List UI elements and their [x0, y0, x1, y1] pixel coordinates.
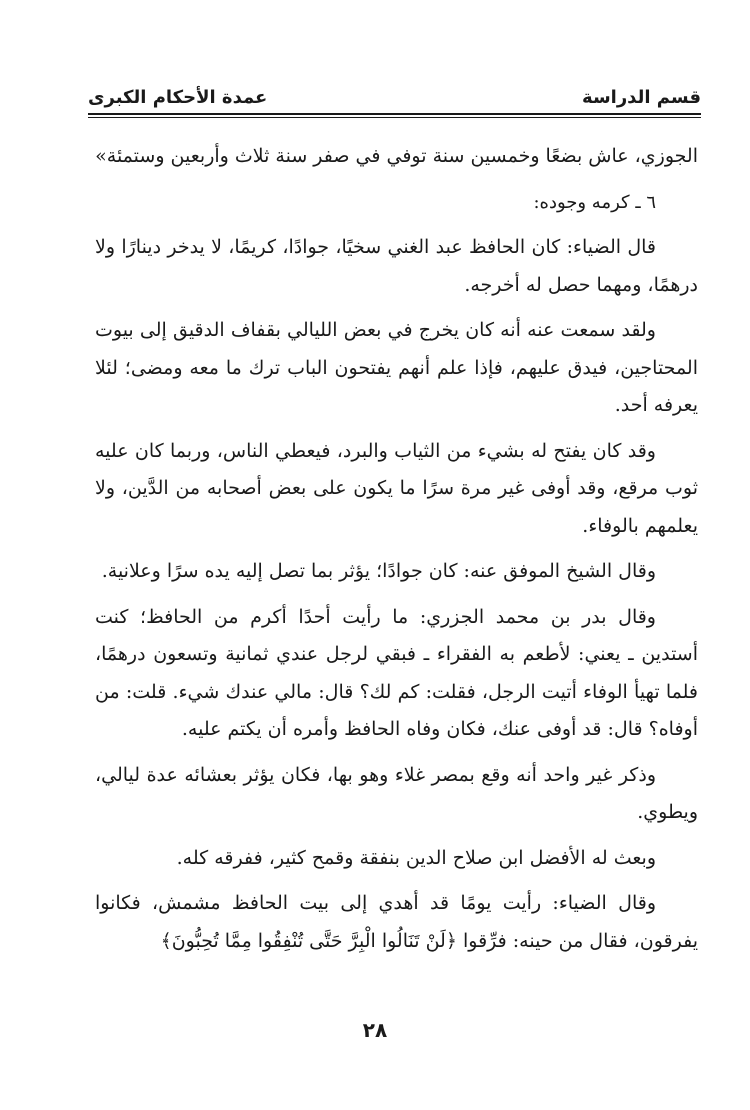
paragraph: وقال بدر بن محمد الجزري: ما رأيت أحدًا أكرم من الحافظ؛ كنت أستدين ـ يعني: لأطعم به الفقراء ـ فبقي لرجل عندي ثمانية وتسعون درهمًا، فلما تهيأ الوفاء أتيت الرجل، فقلت: كم لك؟ قال: مالي عندك شيء. قلت: من أوفاه؟ قال: قد أوفى عنك، فكان وفاه الحافظ وأمره أن يكتم عليه.	[95, 605, 698, 740]
page-number: ٢٨	[362, 1018, 388, 1042]
section-name: قسم الدراسة	[582, 87, 701, 108]
paragraph: قال الضياء: كان الحافظ عبد الغني سخيًا، جوادًا، كريمًا، لا يدخر دينارًا ولا درهمًا، ومهما حصل له أخرجه.	[95, 236, 698, 296]
body-text	[95, 138, 698, 968]
header-rule	[88, 113, 701, 115]
paragraph: وقال الضياء: رأيت يومًا قد أهدي إلى بيت الحافظ مشمش، فكانوا يفرقون، فقال من حينه: فرِّقوا ﴿لَنْ تَنَالُوا الْبِرَّ حَتَّى تُنْفِقُوا مِمَّا تُحِبُّونَ﴾	[95, 892, 698, 952]
header-rule-secondary	[88, 117, 701, 118]
section-heading: ٦ ـ كرمه وجوده:	[533, 191, 656, 213]
paragraph: وبعث له الأفضل ابن صلاح الدين بنفقة وقمح كثير، ففرقه كله.	[176, 846, 656, 869]
book-title: عمدة الأحكام الكبرى	[88, 87, 268, 108]
paragraph: وذكر غير واحد أنه وقع بمصر غلاء وهو بها، فكان يؤثر بعشائه عدة ليالي، ويطوي.	[95, 763, 698, 823]
paragraph-continuation: الجوزي، عاش بضعًا وخمسين سنة توفي في صفر سنة ثلاث وأربعين وستمئة»	[95, 145, 698, 167]
paragraph: وقد كان يفتح له بشيء من الثياب والبرد، فيعطي الناس، وربما كان عليه ثوب مرقع، وقد أوفى غير مرة سرًا ما يكون على بعض أصحابه من الدَّين، ولا يعلمهم بالوفاء.	[95, 439, 698, 537]
paragraph: ولقد سمعت عنه أنه كان يخرج في بعض الليالي بقفاف الدقيق إلى بيوت المحتاجين، فيدق عليهم، فإذا علم أنهم يفتحون الباب ترك ما معه ومضى؛ لئلا يعرفه أحد.	[95, 319, 698, 416]
paragraph: وقال الشيخ الموفق عنه: كان جوادًا؛ يؤثر بما تصل إليه يده سرًا وعلانية.	[101, 560, 656, 582]
running-header	[88, 72, 701, 112]
